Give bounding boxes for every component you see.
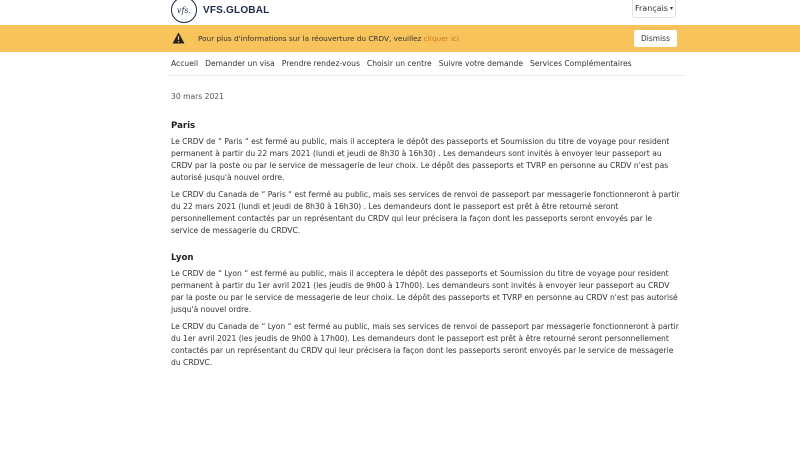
nav-item-services[interactable]: Services Complémentaires [530,59,632,68]
site-header [0,0,800,25]
language-selector[interactable] [632,0,676,18]
main-nav [171,59,639,68]
section-paris [171,121,681,237]
article-content [171,92,681,385]
paragraph: Le CRDV de “ Paris “ est fermé au public, mais il acceptera le dépôt des passeports et Soumission du titre de voyage pour resident permanent à partir du 22 mars 2021 (lundi et jeudi de 8h30 à 16h30) . Les demandeurs sont invités à envoyer leur passeport au CRDV par la poste ou par le service de messagerie de leur choix. Le dépôt des passeports et TVRP en personne au CRDV n'est pas autorisé jusqu'à nouvel ordre. [171,137,670,182]
info-banner [0,25,800,52]
warning-icon [172,32,185,44]
section-title: Paris [171,121,196,131]
nav-item-accueil[interactable]: Accueil [171,59,199,68]
paragraph: Le CRDV du Canada de “ Lyon “ est fermé au public, mais ses services de renvoi de passeport par messagerie fonctionneront à partir du 1er avril 2021 (les jeudis de 9h00 à 17h00). Les demandeurs dont le passeport est prêt à être retourné seront personnellement contactés par un représentant du CRDV qui leur précisera la façon dont les passeports seront envoyés par le service de messagerie du CRDVC. [171,322,679,367]
caret-down-icon: ▾ [669,5,673,12]
section-title: Lyon [171,253,194,263]
dismiss-button[interactable]: Dismiss [634,30,677,47]
banner-link[interactable]: cliquer ici [423,34,459,43]
nav-item-suivre-demande[interactable]: Suivre votre demande [438,59,523,68]
nav-item-demander-visa[interactable]: Demander un visa [205,59,275,68]
banner-text: Pour plus d'informations sur la réouverture du CRDV, veuillez [198,34,424,43]
nav-item-prendre-rendez-vous[interactable]: Prendre rendez-vous [281,59,360,68]
logo-text: VFS.GLOBAL [203,4,270,16]
section-lyon [171,253,681,369]
article-date: 30 mars 2021 [171,92,224,101]
paragraph: Le CRDV du Canada de “ Paris “ est fermé au public, mais ses services de renvoi de passeport par messagerie fonctionneront à partir du 22 mars 2021 (lundi et jeudi de 8h30 à 16h30) . Les demandeurs dont le passeport est prêt à être retourné seront personnellement contactés par un représentant du CRDV qui leur précisera la façon dont les passeports seront envoyés par le service de messagerie du CRDVC. [171,190,680,235]
language-label: Français [635,4,668,13]
nav-item-choisir-centre[interactable]: Choisir un centre [366,59,432,68]
logo-mark: vfs. [171,0,197,23]
paragraph: Le CRDV de “ Lyon “ est fermé au public, mais il acceptera le dépôt des passeports et Soumission du titre de voyage pour resident permanent à partir du 1er avril 2021 (les jeudis de 9h00 à 17h00). Les demandeurs sont invités à envoyer leur passeport au CRDV par la poste ou par le service de messagerie de leur choix. Le dépôt des passeports et TVRP en personne au CRDV n'est pas autorisé jusqu'à nouvel ordre. [171,269,678,314]
nav-divider [167,75,685,76]
vfs-logo[interactable] [171,0,269,23]
banner-message [198,34,459,43]
